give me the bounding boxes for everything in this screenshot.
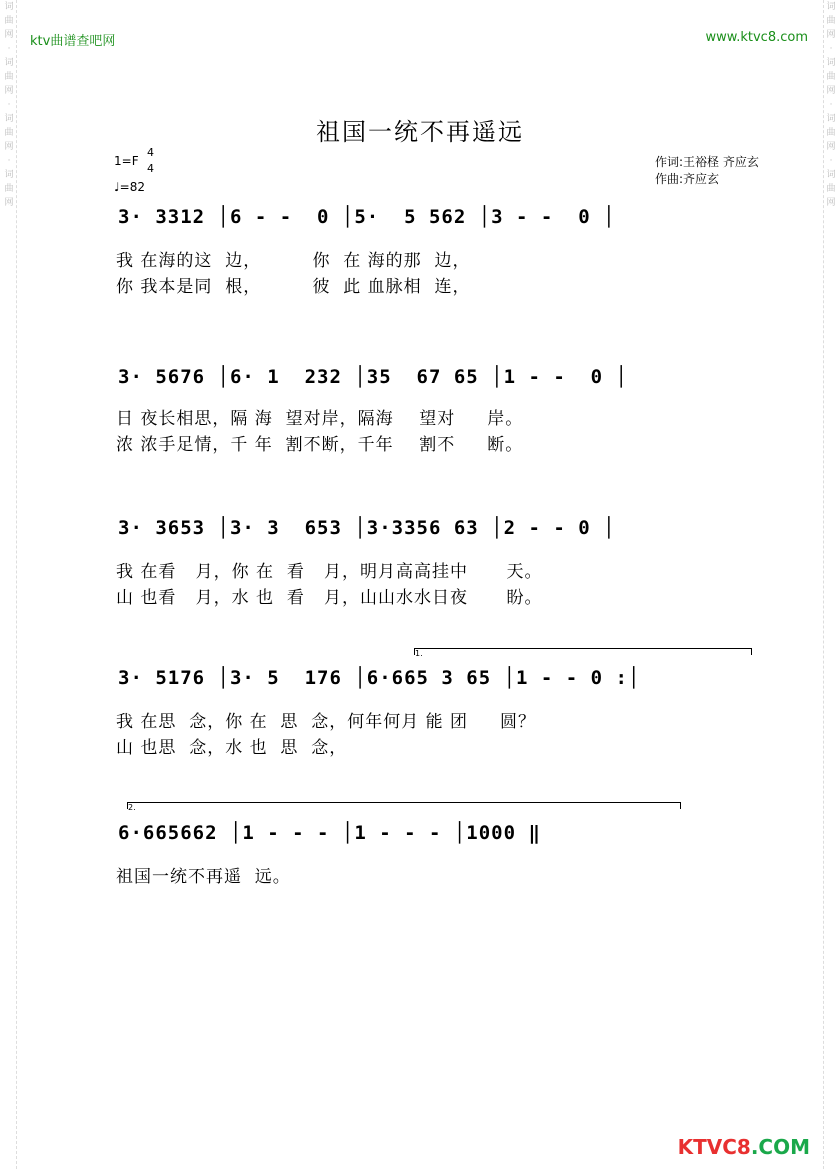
key-signature: 1=F (114, 154, 139, 168)
side-watermark-right: 词 曲 网 · 词 曲 网 · 词 曲 网 · 词 曲 网 (823, 0, 838, 1169)
ktvc8-logo[interactable] (678, 1135, 810, 1159)
site-name-left[interactable]: ktv曲谱查吧网 (30, 34, 116, 49)
lyricist: 作词:王裕柽 齐应玄 (655, 155, 759, 169)
side-watermark-left: 词 曲 网 · 词 曲 网 · 词 曲 网 · 词 曲 网 (2, 0, 17, 1169)
lyrics-line-1a: 我 在海的这 边， 你 在 海的那 边， (116, 251, 471, 271)
notation-line-1: 3· 3312 │6 - - 0 │5· 5 562 │3 - - 0 │ (118, 206, 616, 228)
tempo-mark: ♩=82 (114, 180, 145, 194)
volta-label-1: 1. (415, 649, 423, 658)
volta-bracket-2 (127, 802, 681, 812)
notation-line-4: 3· 5176 │3· 5 176 │6·665 3 65 │1 - - 0 :│ (118, 667, 641, 689)
lyrics-line-3b: 山 也看 月，水 也 看 月，山山水水日夜 盼。 (116, 588, 543, 608)
lyrics-line-2a: 日 夜长相思，隔 海 望对岸，隔海 望对 岸。 (116, 409, 524, 429)
song-title: 祖国一统不再遥远 (316, 118, 524, 146)
logo-main: KTVC8 (677, 1135, 751, 1159)
volta-bracket-1 (414, 648, 752, 658)
lyrics-line-3a: 我 在看 月，你 在 看 月，明月高高挂中 天。 (116, 562, 543, 582)
lyrics-line-4b: 山 也思 念，水 也 思 念， (116, 738, 348, 758)
notation-line-3: 3· 3653 │3· 3 653 │3·3356 63 │2 - - 0 │ (118, 517, 616, 539)
lyrics-line-4a: 我 在思 念，你 在 思 念，何年何月 能 团 圆？ (116, 712, 537, 732)
volta-label-2: 2. (128, 803, 136, 812)
lyrics-line-5a: 祖国一统不再遥 远。 (116, 867, 291, 887)
lyrics-line-2b: 浓 浓手足情，千 年 割不断，千年 割不 断。 (116, 435, 524, 455)
lyrics-line-1b: 你 我本是同 根， 彼 此 血脉相 连， (116, 277, 471, 297)
time-bottom: 4 (147, 162, 154, 175)
time-signature (147, 145, 154, 177)
composer: 作曲:齐应玄 (655, 172, 720, 186)
time-top: 4 (147, 146, 154, 159)
notation-line-2: 3· 5676 │6· 1 232 │35 67 65 │1 - - 0 │ (118, 366, 628, 388)
site-url-right[interactable]: www.ktvc8.com (705, 30, 808, 45)
logo-ext: .COM (750, 1135, 810, 1159)
notation-line-5: 6·665662 │1 - - - │1 - - - │1000 ‖ (118, 822, 541, 844)
